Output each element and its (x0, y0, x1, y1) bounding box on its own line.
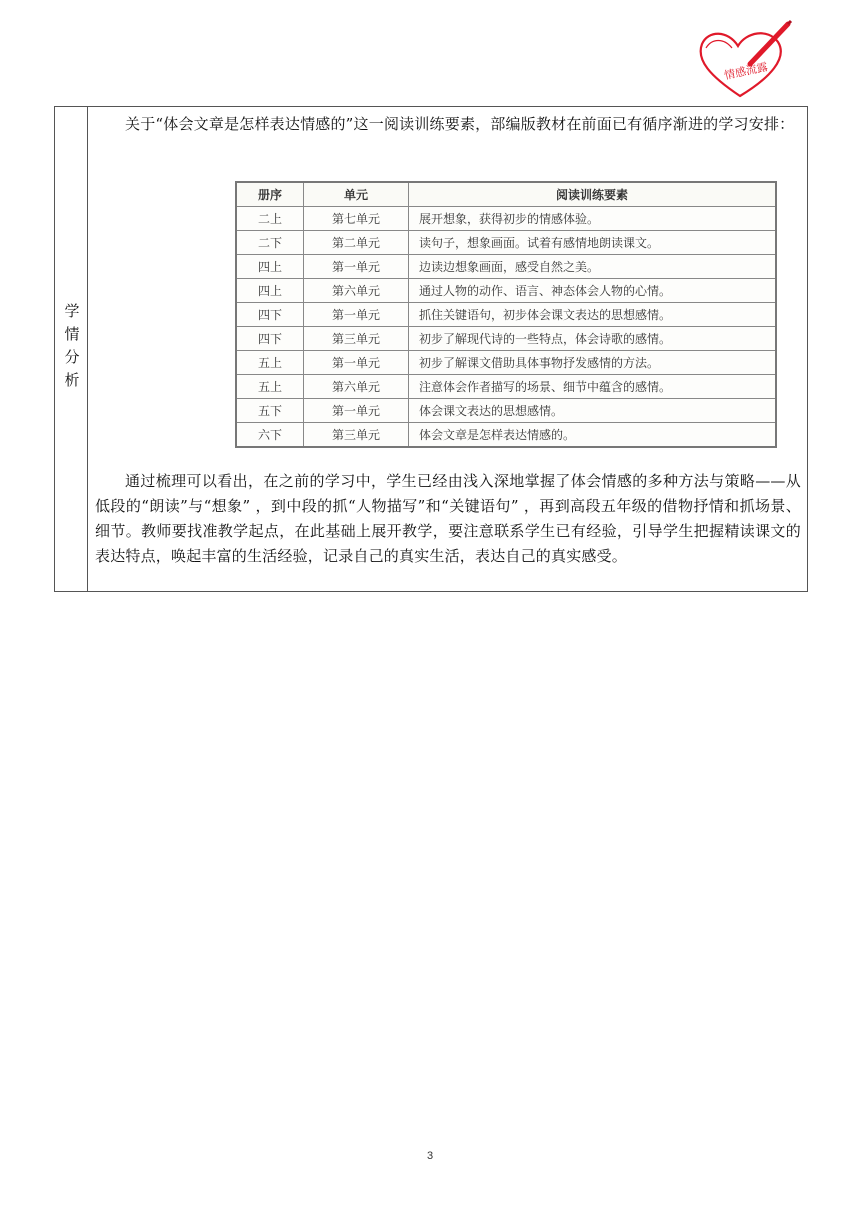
cell-volume: 二上 (236, 207, 304, 231)
cell-element: 通过人物的动作、语言、神态体会人物的心情。 (409, 279, 777, 303)
table-row (236, 255, 776, 279)
cell-unit: 第六单元 (304, 279, 409, 303)
section-label: 学情分析 (62, 303, 81, 395)
table-row (236, 207, 776, 231)
cell-element: 体会课文表达的思想感情。 (409, 399, 777, 423)
cell-volume: 五上 (236, 375, 304, 399)
header-volume: 册序 (236, 182, 304, 207)
cell-element: 展开想象，获得初步的情感体验。 (409, 207, 777, 231)
cell-volume: 四下 (236, 327, 304, 351)
intro-paragraph: 关于“体会文章是怎样表达情感的”这一阅读训练要素，部编版教材在前面已有循序渐进的学习安排： (125, 115, 795, 133)
cell-unit: 第一单元 (304, 351, 409, 375)
table-row (236, 375, 776, 399)
section-label-cell (55, 107, 88, 591)
table-row (236, 279, 776, 303)
heart-pen-logo (690, 18, 794, 104)
cell-unit: 第三单元 (304, 327, 409, 351)
cell-unit: 第一单元 (304, 399, 409, 423)
table-row (236, 423, 776, 448)
cell-unit: 第二单元 (304, 231, 409, 255)
summary-paragraph: 通过梳理可以看出，在之前的学习中，学生已经由浅入深地掌握了体会情感的多种方法与策略——从低段的“朗读”与“想象” ，到中段的抓“人物描写”和“关键语句” ，再到高段五年级的借物抒情和抓场景、细节。教师要找准教学起点，在此基础上展开教学，要注意联系学生已有经验，引导学生把握精读课文的表达特点，唤起丰富的生活经验，记录自己的真实生活，表达自己的真实感受。 (95, 472, 801, 565)
table-row (236, 351, 776, 375)
cell-unit: 第一单元 (304, 255, 409, 279)
cell-volume: 四下 (236, 303, 304, 327)
cell-volume: 六下 (236, 423, 304, 448)
cell-unit: 第三单元 (304, 423, 409, 448)
cell-element: 体会文章是怎样表达情感的。 (409, 423, 777, 448)
cell-unit: 第一单元 (304, 303, 409, 327)
table-header-row (236, 182, 776, 207)
table-row (236, 231, 776, 255)
cell-element: 读句子，想象画面。试着有感情地朗读课文。 (409, 231, 777, 255)
header-element: 阅读训练要素 (409, 182, 777, 207)
cell-element: 初步了解现代诗的一些特点，体会诗歌的感情。 (409, 327, 777, 351)
cell-volume: 四上 (236, 255, 304, 279)
cell-unit: 第七单元 (304, 207, 409, 231)
table-row (236, 327, 776, 351)
header-unit: 单元 (304, 182, 409, 207)
cell-element: 抓住关键语句，初步体会课文表达的思想感情。 (409, 303, 777, 327)
cell-volume: 四上 (236, 279, 304, 303)
cell-unit: 第六单元 (304, 375, 409, 399)
cell-volume: 二下 (236, 231, 304, 255)
cell-element: 注意体会作者描写的场景、细节中蕴含的感情。 (409, 375, 777, 399)
reading-elements-table (235, 181, 777, 448)
cell-element: 初步了解课文借助具体事物抒发感情的方法。 (409, 351, 777, 375)
table-row (236, 399, 776, 423)
cell-volume: 五上 (236, 351, 304, 375)
page-number: 3 (426, 1150, 434, 1162)
lesson-table (54, 106, 808, 592)
table-row (236, 303, 776, 327)
cell-volume: 五下 (236, 399, 304, 423)
cell-element: 边读边想象画面，感受自然之美。 (409, 255, 777, 279)
logo-text: 情感流露 (723, 60, 769, 83)
